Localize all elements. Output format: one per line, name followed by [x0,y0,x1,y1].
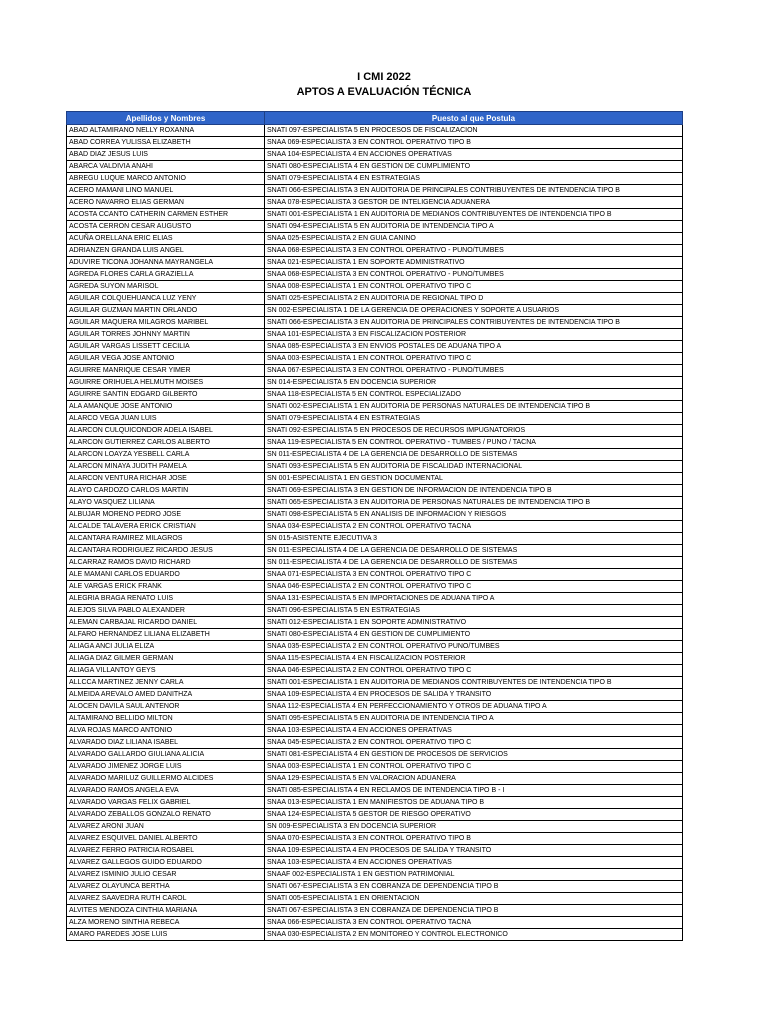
cell-position: SNAA 003-ESPECIALISTA 1 EN CONTROL OPERATIVO TIPO C [265,761,683,773]
cell-applicant-name: ALARCON CULQUICONDOR ADELA ISABEL [67,425,265,437]
cell-position: SNATI 097-ESPECIALISTA 5 EN PROCESOS DE FISCALIZACION [265,125,683,137]
table-row [67,341,683,353]
table-row [67,473,683,485]
cell-position: SNAA 118-ESPECIALISTA 5 EN CONTROL ESPECIALIZADO [265,389,683,401]
cell-position: SNAA 112-ESPECIALISTA 4 EN PERFECCIONAMIENTO Y OTROS DE ADUANA TIPO A [265,701,683,713]
cell-position: SNAA 119-ESPECIALISTA 5 EN CONTROL OPERATIVO - TUMBES / PUNO / TACNA [265,437,683,449]
cell-applicant-name: ADRIANZEN GRANDA LUIS ANGEL [67,245,265,257]
table-row [67,125,683,137]
table-row [67,281,683,293]
cell-position: SNATI 069-ESPECIALISTA 3 EN GESTION DE INFORMACION DE INTENDENCIA TIPO B [265,485,683,497]
cell-position: SNAA 046-ESPECIALISTA 2 EN CONTROL OPERATIVO TIPO C [265,581,683,593]
cell-position: SNAA 067-ESPECIALISTA 3 EN CONTROL OPERATIVO - PUNO/TUMBES [265,365,683,377]
table-row [67,689,683,701]
cell-position: SNAA 131-ESPECIALISTA 5 EN IMPORTACIONES DE ADUANA TIPO A [265,593,683,605]
cell-position: SN 011-ESPECIALISTA 4 DE LA GERENCIA DE DESARROLLO DE SISTEMAS [265,545,683,557]
table-row [67,161,683,173]
table-row [67,521,683,533]
cell-position: SNATI 012-ESPECIALISTA 1 EN SOPORTE ADMINISTRATIVO [265,617,683,629]
table-row [67,209,683,221]
cell-applicant-name: ALE VARGAS ERICK FRANK [67,581,265,593]
cell-applicant-name: ALARCON LOAYZA YESBELL CARLA [67,449,265,461]
cell-position: SNAAF 002-ESPECIALISTA 1 EN GESTION PATRIMONIAL [265,869,683,881]
cell-position: SNAA 103-ESPECIALISTA 4 EN ACCIONES OPERATIVAS [265,725,683,737]
table-row [67,545,683,557]
cell-applicant-name: AGUIRRE SANTIN EDGARD GILBERTO [67,389,265,401]
cell-applicant-name: ABAD DIAZ JESUS LUIS [67,149,265,161]
table-row [67,809,683,821]
cell-applicant-name: ALLCCA MARTINEZ JENNY CARLA [67,677,265,689]
table-row [67,221,683,233]
cell-applicant-name: ALFARO HERNANDEZ LILIANA ELIZABETH [67,629,265,641]
cell-position: SNAA 021-ESPECIALISTA 1 EN SOPORTE ADMINISTRATIVO [265,257,683,269]
cell-applicant-name: AGUILAR VARGAS LISSETT CECILIA [67,341,265,353]
cell-applicant-name: AGREDA FLORES CARLA GRAZIELLA [67,269,265,281]
document-subtitle: APTOS A EVALUACIÓN TÉCNICA [296,86,472,98]
table-row [67,797,683,809]
cell-position: SNATI 096-ESPECIALISTA 5 EN ESTRATEGIAS [265,605,683,617]
cell-applicant-name: ACUÑA ORELLANA ERIC ELIAS [67,233,265,245]
cell-position: SNATI 080-ESPECIALISTA 4 EN GESTION DE CUMPLIMIENTO [265,629,683,641]
cell-position: SNAA 030-ESPECIALISTA 2 EN MONITOREO Y CONTROL ELECTRONICO [265,929,683,941]
table-row [67,365,683,377]
table-row [67,497,683,509]
table-row [67,629,683,641]
table-row [67,881,683,893]
table-body [67,125,683,941]
cell-position: SNATI 001-ESPECIALISTA 1 EN AUDITORIA DE MEDIANOS CONTRIBUYENTES DE INTENDENCIA TIPO B [265,677,683,689]
cell-applicant-name: ALVARADO GALLARDO GIULIANA ALICIA [67,749,265,761]
cell-position: SNAA 124-ESPECIALISTA 5 GESTOR DE RIESGO OPERATIVO [265,809,683,821]
cell-position: SN 002-ESPECIALISTA 1 DE LA GERENCIA DE OPERACIONES Y SOPORTE A USUARIOS [265,305,683,317]
table-row [67,581,683,593]
cell-position: SNAA 046-ESPECIALISTA 2 EN CONTROL OPERATIVO TIPO C [265,665,683,677]
table-row [67,257,683,269]
cell-position: SNATI 005-ESPECIALISTA 1 EN ORIENTACION [265,893,683,905]
table-row [67,269,683,281]
table-header-row [67,112,683,125]
cell-applicant-name: ALIAGA ANCI JULIA ELIZA [67,641,265,653]
cell-position: SNAA 129-ESPECIALISTA 5 EN VALORACION ADUANERA [265,773,683,785]
table-row [67,425,683,437]
cell-applicant-name: ACOSTA CCANTO CATHERIN CARMEN ESTHER [67,209,265,221]
cell-position: SNAA 068-ESPECIALISTA 3 EN CONTROL OPERATIVO - PUNO/TUMBES [265,269,683,281]
table-row [67,569,683,581]
table-row [67,641,683,653]
cell-applicant-name: ALVAREZ GALLEGOS GUIDO EDUARDO [67,857,265,869]
cell-position: SNATI 079-ESPECIALISTA 4 EN ESTRATEGIAS [265,413,683,425]
table-row [67,929,683,941]
table-row [67,701,683,713]
cell-position: SNATI 067-ESPECIALISTA 3 EN COBRANZA DE DEPENDENCIA TIPO B [265,905,683,917]
table-row [67,737,683,749]
table-row [67,173,683,185]
document-title: I CMI 2022 [357,71,411,83]
cell-position: SNAA 101-ESPECIALISTA 3 EN FISCALIZACION POSTERIOR [265,329,683,341]
cell-applicant-name: ALVAREZ SAAVEDRA RUTH CAROL [67,893,265,905]
cell-position: SNATI 066-ESPECIALISTA 3 EN AUDITORIA DE PRINCIPALES CONTRIBUYENTES DE INTENDENCIA TIPO B [265,317,683,329]
cell-applicant-name: AMARO PAREDES JOSE LUIS [67,929,265,941]
cell-position: SNATI 079-ESPECIALISTA 4 EN ESTRATEGIAS [265,173,683,185]
cell-applicant-name: AGUILAR TORRES JOHNNY MARTIN [67,329,265,341]
cell-applicant-name: AGUILAR VEGA JOSE ANTONIO [67,353,265,365]
cell-position: SNATI 001-ESPECIALISTA 1 EN AUDITORIA DE MEDIANOS CONTRIBUYENTES DE INTENDENCIA TIPO B [265,209,683,221]
cell-position: SNAA 078-ESPECIALISTA 3 GESTOR DE INTELIGENCIA ADUANERA [265,197,683,209]
table-row [67,485,683,497]
cell-applicant-name: ALVITES MENDOZA CINTHIA MARIANA [67,905,265,917]
cell-applicant-name: ALVARADO ZEBALLOS GONZALO RENATO [67,809,265,821]
table-row [67,377,683,389]
table-row [67,725,683,737]
table-row [67,509,683,521]
cell-applicant-name: ALVAREZ OLAYUNCA BERTHA [67,881,265,893]
cell-position: SN 011-ESPECIALISTA 4 DE LA GERENCIA DE DESARROLLO DE SISTEMAS [265,449,683,461]
table-row [67,821,683,833]
table-row [67,149,683,161]
table-row [67,449,683,461]
cell-applicant-name: ALCANTARA RODRIGUEZ RICARDO JESUS [67,545,265,557]
cell-position: SNAA 070-ESPECIALISTA 3 EN CONTROL OPERATIVO TIPO B [265,833,683,845]
cell-position: SNAA 115-ESPECIALISTA 4 EN FISCALIZACION POSTERIOR [265,653,683,665]
cell-applicant-name: ALAYO VASQUEZ LILIANA [67,497,265,509]
cell-position: SNAA 109-ESPECIALISTA 4 EN PROCESOS DE SALIDA Y TRANSITO [265,845,683,857]
cell-applicant-name: ALVAREZ FERRO PATRICIA ROSABEL [67,845,265,857]
cell-applicant-name: ALARCO VEGA JUAN LUIS [67,413,265,425]
cell-applicant-name: ALVARADO RAMOS ANGELA EVA [67,785,265,797]
table-row [67,245,683,257]
cell-applicant-name: ABAD CORREA YULISSA ELIZABETH [67,137,265,149]
table-row [67,293,683,305]
cell-applicant-name: ALVARADO JIMENEZ JORGE LUIS [67,761,265,773]
cell-applicant-name: ADUVIRE TICONA JOHANNA MAYRANGELA [67,257,265,269]
table-row [67,137,683,149]
cell-position: SNATI 094-ESPECIALISTA 5 EN AUDITORIA DE INTENDENCIA TIPO A [265,221,683,233]
cell-applicant-name: AGREDA SUYON MARISOL [67,281,265,293]
table-row [67,413,683,425]
cell-applicant-name: ALVA ROJAS MARCO ANTONIO [67,725,265,737]
cell-applicant-name: ABAD ALTAMIRANO NELLY ROXANNA [67,125,265,137]
cell-applicant-name: ACERO MAMANI LINO MANUEL [67,185,265,197]
table-row [67,593,683,605]
cell-applicant-name: ALARCON GUTIERREZ CARLOS ALBERTO [67,437,265,449]
cell-position: SNAA 035-ESPECIALISTA 2 EN CONTROL OPERATIVO PUNO/TUMBES [265,641,683,653]
cell-applicant-name: ALVAREZ ISMINIO JULIO CESAR [67,869,265,881]
cell-applicant-name: ALEMAN CARBAJAL RICARDO DANIEL [67,617,265,629]
cell-position: SNAA 109-ESPECIALISTA 4 EN PROCESOS DE SALIDA Y TRANSITO [265,689,683,701]
cell-position: SNATI 080-ESPECIALISTA 4 EN GESTION DE CUMPLIMIENTO [265,161,683,173]
table-row [67,185,683,197]
table-row [67,857,683,869]
table-row [67,401,683,413]
cell-position: SNAA 025-ESPECIALISTA 2 EN GUIA CANINO [265,233,683,245]
cell-applicant-name: ABARCA VALDIVIA ANAHI [67,161,265,173]
cell-applicant-name: AGUILAR MAQUERA MILAGROS MARIBEL [67,317,265,329]
cell-applicant-name: ALVAREZ ARONI JUAN [67,821,265,833]
table-row [67,305,683,317]
cell-position: SNATI 095-ESPECIALISTA 5 EN AUDITORIA DE INTENDENCIA TIPO A [265,713,683,725]
cell-applicant-name: ALVARADO VARGAS FELIX GABRIEL [67,797,265,809]
table-row [67,533,683,545]
cell-position: SNATI 067-ESPECIALISTA 3 EN COBRANZA DE DEPENDENCIA TIPO B [265,881,683,893]
cell-position: SNATI 092-ESPECIALISTA 5 EN PROCESOS DE RECURSOS IMPUGNATORIOS [265,425,683,437]
cell-applicant-name: ALTAMIRANO BELLIDO MILTON [67,713,265,725]
cell-applicant-name: AGUILAR COLQUEHUANCA LUZ YENY [67,293,265,305]
cell-position: SNAA 034-ESPECIALISTA 2 EN CONTROL OPERATIVO TACNA [265,521,683,533]
table-row [67,461,683,473]
cell-applicant-name: ALZA MORENO SINTHIA REBECA [67,917,265,929]
cell-applicant-name: ALOCEN DAVILA SAUL ANTENOR [67,701,265,713]
cell-position: SNAA 045-ESPECIALISTA 2 EN CONTROL OPERATIVO TIPO C [265,737,683,749]
cell-applicant-name: ABREGU LUQUE MARCO ANTONIO [67,173,265,185]
cell-position: SNAA 103-ESPECIALISTA 4 EN ACCIONES OPERATIVAS [265,857,683,869]
table-row [67,197,683,209]
cell-position: SNATI 025-ESPECIALISTA 2 EN AUDITORIA DE REGIONAL TIPO D [265,293,683,305]
table-row [67,605,683,617]
cell-position: SNAA 085-ESPECIALISTA 3 EN ENVIOS POSTALES DE ADUANA TIPO A [265,341,683,353]
cell-position: SN 001-ESPECIALISTA 1 EN GESTION DOCUMENTAL [265,473,683,485]
cell-applicant-name: AGUILAR GUZMAN MARTIN ORLANDO [67,305,265,317]
cell-position: SNAA 069-ESPECIALISTA 3 EN CONTROL OPERATIVO TIPO B [265,137,683,149]
cell-applicant-name: ALMEIDA AREVALO AMED DANITHZA [67,689,265,701]
table-row [67,773,683,785]
cell-applicant-name: AGUIRRE ORIHUELA HELMUTH MOISES [67,377,265,389]
cell-applicant-name: ALBUJAR MORENO PEDRO JOSE [67,509,265,521]
table-row [67,233,683,245]
column-header-position: Puesto al que Postula [265,112,683,125]
cell-applicant-name: ALE MAMANI CARLOS EDUARDO [67,569,265,581]
table-row [67,869,683,881]
table-row [67,557,683,569]
cell-position: SNATI 065-ESPECIALISTA 3 EN AUDITORIA DE PERSONAS NATURALES DE INTENDENCIA TIPO B [265,497,683,509]
cell-position: SNATI 085-ESPECIALISTA 4 EN RECLAMOS DE INTENDENCIA TIPO B - I [265,785,683,797]
table-row [67,893,683,905]
table-row [67,677,683,689]
table-row [67,437,683,449]
table-row [67,617,683,629]
table-row [67,665,683,677]
applicants-table [66,111,683,941]
cell-position: SN 014-ESPECIALISTA 5 EN DOCENCIA SUPERIOR [265,377,683,389]
cell-applicant-name: ALCARRAZ RAMOS DAVID RICHARD [67,557,265,569]
cell-position: SNATI 066-ESPECIALISTA 3 EN AUDITORIA DE PRINCIPALES CONTRIBUYENTES DE INTENDENCIA TIPO B [265,185,683,197]
cell-applicant-name: ALCANTARA RAMIREZ MILAGROS [67,533,265,545]
cell-position: SN 009-ESPECIALISTA 3 EN DOCENCIA SUPERIOR [265,821,683,833]
table-row [67,785,683,797]
cell-applicant-name: ALARCON MINAYA JUDITH PAMELA [67,461,265,473]
cell-applicant-name: ALEGRIA BRAGA RENATO LUIS [67,593,265,605]
cell-applicant-name: ALIAGA DIAZ GILMER GERMAN [67,653,265,665]
cell-applicant-name: ACERO NAVARRO ELIAS GERMAN [67,197,265,209]
cell-applicant-name: ALEJOS SILVA PABLO ALEXANDER [67,605,265,617]
cell-position: SNAA 104-ESPECIALISTA 4 EN ACCIONES OPERATIVAS [265,149,683,161]
cell-position: SNAA 003-ESPECIALISTA 1 EN CONTROL OPERATIVO TIPO C [265,353,683,365]
column-header-names: Apellidos y Nombres [67,112,265,125]
cell-applicant-name: AGUIRRE MANRIQUE CESAR YIMER [67,365,265,377]
table-row [67,833,683,845]
cell-applicant-name: ACOSTA CERRON CESAR AUGUSTO [67,221,265,233]
cell-position: SNAA 066-ESPECIALISTA 3 EN CONTROL OPERATIVO TACNA [265,917,683,929]
cell-applicant-name: ALARCON VENTURA RICHAR JOSE [67,473,265,485]
cell-position: SNATI 002-ESPECIALISTA 1 EN AUDITORIA DE PERSONAS NATURALES DE INTENDENCIA TIPO B [265,401,683,413]
cell-position: SNATI 081-ESPECIALISTA 4 EN GESTION DE PROCESOS DE SERVICIOS [265,749,683,761]
table-row [67,389,683,401]
cell-position: SNATI 098-ESPECIALISTA 5 EN ANALISIS DE INFORMACION Y RIESGOS [265,509,683,521]
table-row [67,845,683,857]
cell-position: SNAA 068-ESPECIALISTA 3 EN CONTROL OPERATIVO - PUNO/TUMBES [265,245,683,257]
cell-applicant-name: ALVARADO DIAZ LILIANA ISABEL [67,737,265,749]
table-row [67,329,683,341]
table-row [67,905,683,917]
cell-position: SN 015-ASISTENTE EJECUTIVA 3 [265,533,683,545]
cell-applicant-name: ALIAGA VILLANTOY GEYS [67,665,265,677]
cell-applicant-name: ALA AMANQUE JOSE ANTONIO [67,401,265,413]
cell-applicant-name: ALVAREZ ESQUIVEL DANIEL ALBERTO [67,833,265,845]
table-row [67,713,683,725]
cell-applicant-name: ALVARADO MARILUZ GUILLERMO ALCIDES [67,773,265,785]
table-row [67,653,683,665]
table-row [67,749,683,761]
cell-position: SNAA 013-ESPECIALISTA 1 EN MANIFIESTOS DE ADUANA TIPO B [265,797,683,809]
cell-applicant-name: ALAYO CARDOZO CARLOS MARTIN [67,485,265,497]
cell-position: SNAA 008-ESPECIALISTA 1 EN CONTROL OPERATIVO TIPO C [265,281,683,293]
cell-position: SNAA 071-ESPECIALISTA 3 EN CONTROL OPERATIVO TIPO C [265,569,683,581]
table-row [67,353,683,365]
table-row [67,761,683,773]
cell-position: SN 011-ESPECIALISTA 4 DE LA GERENCIA DE DESARROLLO DE SISTEMAS [265,557,683,569]
table-row [67,317,683,329]
table-row [67,917,683,929]
cell-position: SNATI 093-ESPECIALISTA 5 EN AUDITORIA DE FISCALIDAD INTERNACIONAL [265,461,683,473]
cell-applicant-name: ALCALDE TALAVERA ERICK CRISTIAN [67,521,265,533]
